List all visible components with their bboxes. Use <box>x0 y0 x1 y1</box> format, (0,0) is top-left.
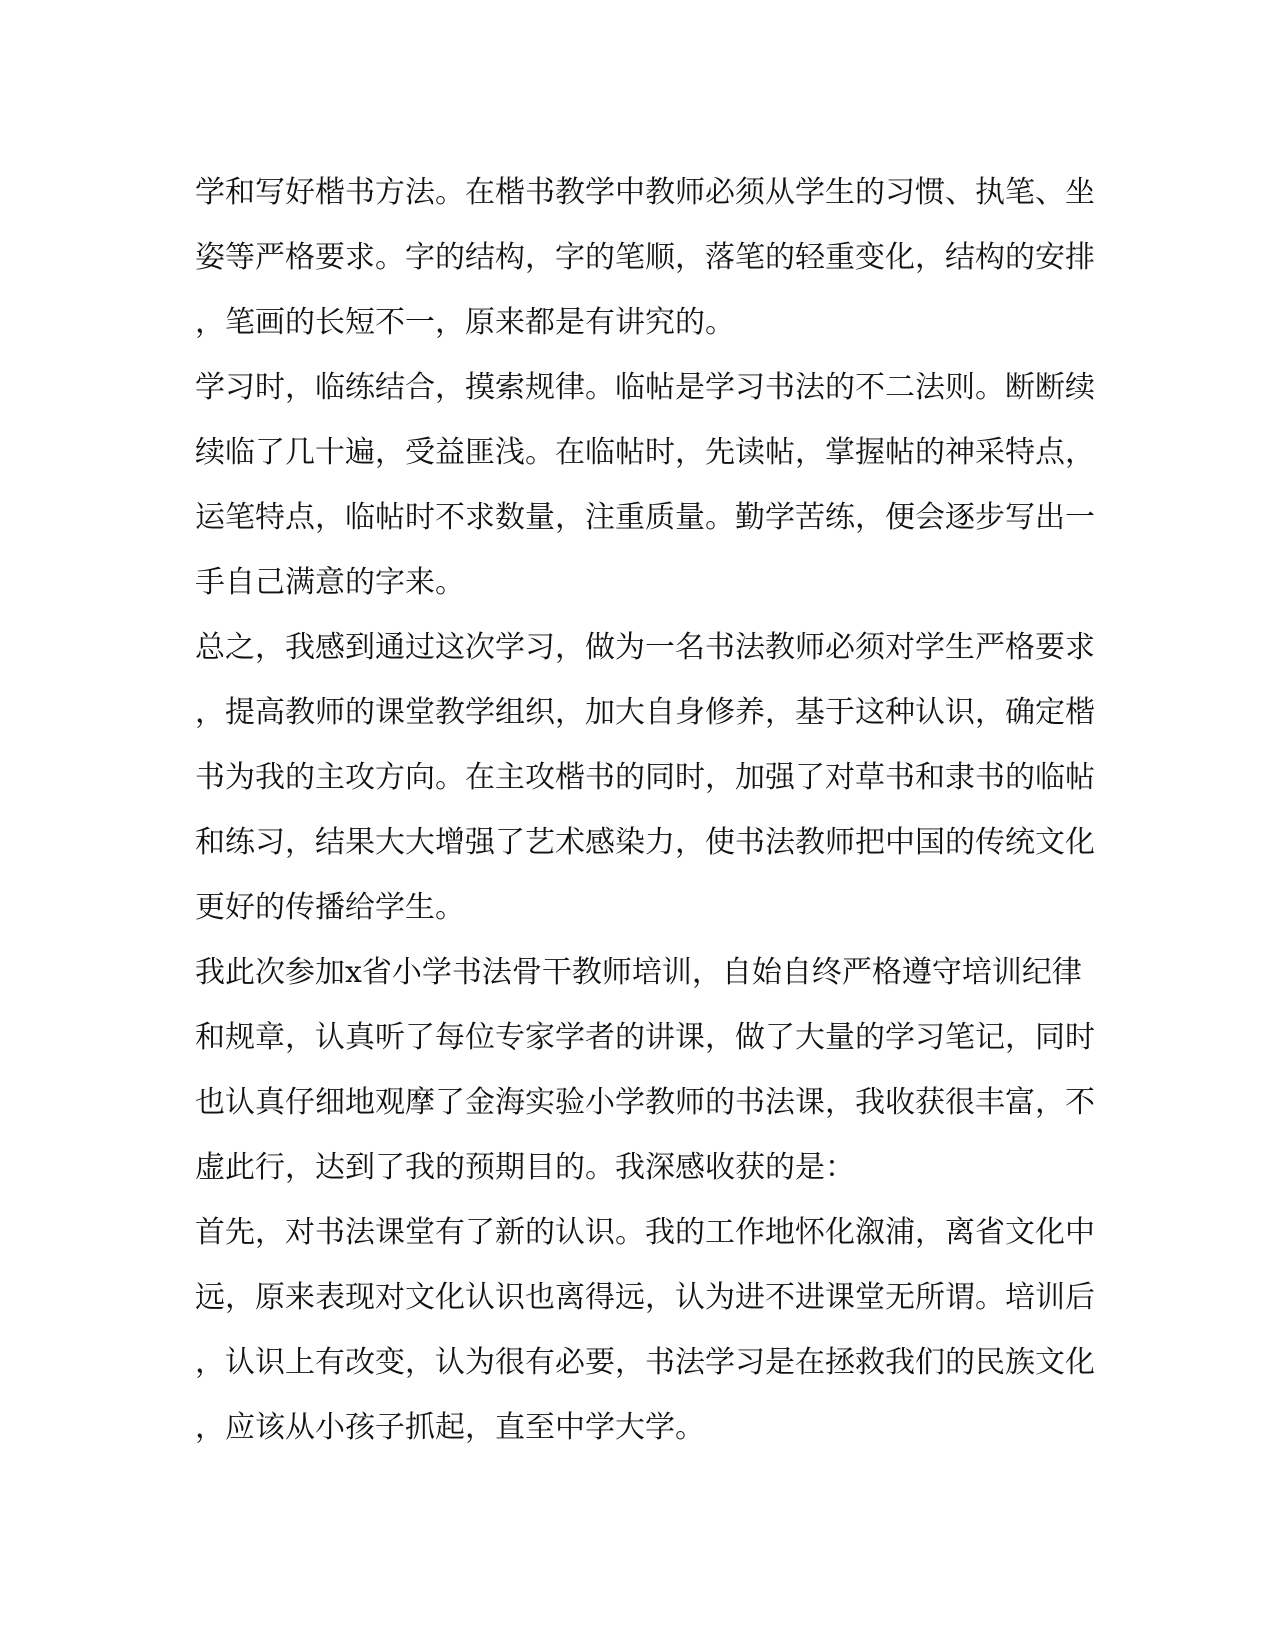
text-line: 首先，对书法课堂有了新的认识。我的工作地怀化溆浦，离省文化中 <box>195 1215 1095 1250</box>
text-line: 和练习，结果大大增强了艺术感染力，使书法教师把中国的传统文化 <box>195 825 1095 860</box>
text-line: 远，原来表现对文化认识也离得远，认为进不进课堂无所谓。培训后 <box>195 1280 1095 1315</box>
body-text <box>195 160 1095 1460</box>
text-line: 运笔特点，临帖时不求数量，注重质量。勤学苦练，便会逐步写出一 <box>195 500 1095 535</box>
text-line: ，笔画的长短不一，原来都是有讲究的。 <box>195 305 735 340</box>
text-line: 手自己满意的字来。 <box>195 565 465 600</box>
text-line: 更好的传播给学生。 <box>195 890 465 925</box>
text-line: ，提高教师的课堂教学组织，加大自身修养，基于这种认识，确定楷 <box>195 695 1095 730</box>
text-line: 姿等严格要求。字的结构，字的笔顺，落笔的轻重变化，结构的安排 <box>195 240 1095 275</box>
text-line: 学习时，临练结合，摸索规律。临帖是学习书法的不二法则。断断续 <box>195 370 1095 405</box>
text-line: 总之，我感到通过这次学习，做为一名书法教师必须对学生严格要求 <box>195 630 1095 665</box>
text-line: 虚此行，达到了我的预期目的。我深感收获的是： <box>195 1150 855 1185</box>
text-line: 我此次参加x省小学书法骨干教师培训，自始自终严格遵守培训纪律 <box>195 955 1082 990</box>
text-line: 书为我的主攻方向。在主攻楷书的同时，加强了对草书和隶书的临帖 <box>195 760 1095 795</box>
text-line: 和规章，认真听了每位专家学者的讲课，做了大量的学习笔记，同时 <box>195 1020 1095 1055</box>
text-line: ，应该从小孩子抓起，直至中学大学。 <box>195 1410 705 1445</box>
text-line: 也认真仔细地观摩了金海实验小学教师的书法课，我收获很丰富，不 <box>195 1085 1095 1120</box>
text-line: 续临了几十遍，受益匪浅。在临帖时，先读帖，掌握帖的神采特点， <box>195 435 1095 470</box>
text-line: 学和写好楷书方法。在楷书教学中教师必须从学生的习惯、执笔、坐 <box>195 175 1095 210</box>
text-line: ，认识上有改变，认为很有必要，书法学习是在拯救我们的民族文化 <box>195 1345 1095 1380</box>
